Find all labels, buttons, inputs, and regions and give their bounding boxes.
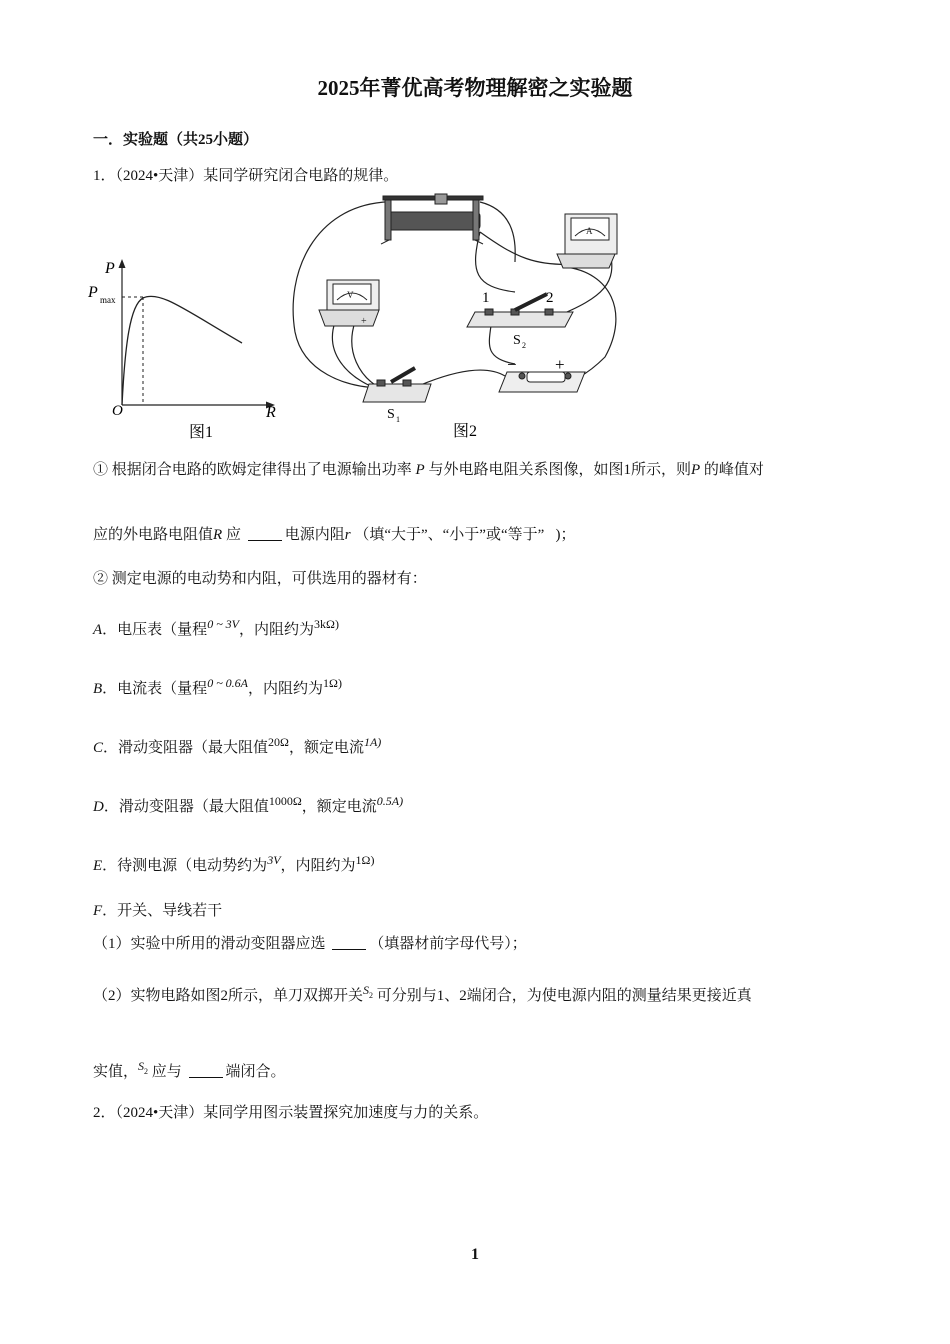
s1-sub: 1 [396,415,400,424]
voltmeter-label: V [347,290,354,300]
figure-2-circuit [285,192,635,442]
figure-2-caption: 图2 [453,423,478,440]
option-c: C．滑动变阻器（最大阻值$^{20\Omega}$，额定电流$^{1A)}$ [93,735,382,756]
s2-terminal-2: 2 [546,290,554,306]
figure-1-graph [85,255,285,445]
ammeter-label: A [586,226,593,236]
figure-1-caption: 图1 [189,424,214,441]
answer-blank-2[interactable] [332,935,366,950]
q1-stem: 1．（2024•天津）某同学研究闭合电路的规律。 [93,168,399,184]
graph-origin: O [112,403,123,419]
page-title: 2025年菁优高考物理解密之实验题 [317,76,633,100]
page-number: 1 [471,1246,479,1263]
ammeter [557,214,617,268]
option-a: A．电压表（量程$^{0 \sim 3V}$，内阻约为$^{3k\Omega)}$ [93,617,339,638]
graph-x-label: R [266,404,276,421]
battery-minus: − [507,355,517,374]
q1-sub2-line2: 实值，$^S$2 应与 端闭合。 [93,1059,286,1080]
s2-terminal-1: 1 [482,290,490,306]
svg-text:+: + [361,316,367,327]
answer-blank-3[interactable] [189,1063,223,1078]
q2-stem: 2．（2024•天津）某同学用图示装置探究加速度与力的关系。 [93,1105,489,1121]
option-b: B．电流表（量程$^{0 \sim 0.6A}$，内阻约为$^{1\Omega)}$ [93,676,342,697]
q1-sub1: （1）实验中所用的滑动变阻器应选 （填器材前字母代号）； [93,936,527,952]
graph-y-label: P [105,260,115,277]
q1-part2-intro: ② 测定电源的电动势和内阻，可供选用的器材有： [93,571,427,587]
option-d: D．滑动变阻器（最大阻值$^{1000\Omega}$，额定电流$^{0.5A)}$ [93,794,404,815]
s2-label: S [513,333,521,348]
option-f: F．开关、导线若干 [93,903,223,919]
rheostat [381,194,483,244]
option-e: E．待测电源（电动势约为$^{3V}$，内阻约为$^{1\Omega)}$ [93,853,375,874]
battery-plus: + [555,355,565,374]
s2-sub: 2 [522,341,526,350]
battery [499,372,585,392]
section-heading: 一．实验题（共25小题） [93,132,259,148]
graph-pmax-label: P [88,284,98,301]
graph-pmax-sub: max [100,295,116,305]
q1-part1-line1: ① 根据闭合电路的欧姆定律得出了电源输出功率 P 与外电路电阻关系图像，如图1所示，则P 的峰值对 [93,462,764,478]
switch-s1 [363,368,431,402]
voltmeter [319,280,379,327]
q1-part1-line2: 应的外电路电阻值R 应 电源内阻r （填“大于”、“小于”或“等于” )； [93,527,576,543]
answer-blank-1[interactable] [248,526,282,541]
q1-sub2-line1: （2）实物电路如图2所示，单刀双掷开关$^S$2 可分别与1、2端闭合，为使电源内阻的测量结果更接近真 [93,983,752,1004]
s1-label: S [387,407,395,422]
